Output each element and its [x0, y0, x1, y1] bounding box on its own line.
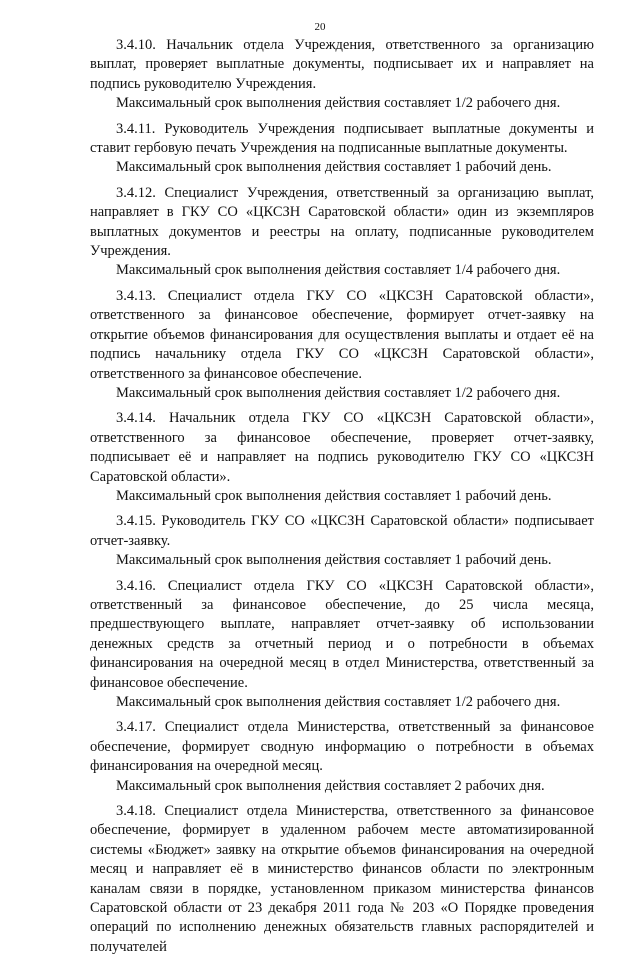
paragraph-3-4-15: 3.4.15. Руководитель ГКУ СО «ЦКСЗН Саратовской области» подписывает отчет-заявку. — [90, 513, 594, 549]
deadline-3-4-12: Максимальный срок выполнения действия составляет 1/4 рабочего дня. — [116, 262, 561, 279]
page-number: 20 — [314, 21, 326, 33]
deadline-3-4-15: Максимальный срок выполнения действия составляет 1 рабочий день. — [116, 552, 552, 569]
paragraph-3-4-12: 3.4.12. Специалист Учреждения, ответственный за организацию выплат, направляет в ГКУ СО «ЦКСЗН Саратовской области» один из экземпляров выплатных документов и реестры на оплату, подписанные руководителем Учреждения. — [90, 184, 594, 260]
paragraph-3-4-10: 3.4.10. Начальник отдела Учреждения, ответственного за организацию выплат, проверяет выплатные документы, подписывает их и направляет на подпись руководителю Учреждения. — [90, 37, 594, 92]
deadline-3-4-13: Максимальный срок выполнения действия составляет 1/2 рабочего дня. — [116, 384, 561, 401]
deadline-3-4-10: Максимальный срок выполнения действия составляет 1/2 рабочего дня. — [116, 95, 561, 112]
paragraph-3-4-18: 3.4.18. Специалист отдела Министерства, ответственного за финансовое обеспечение, формирует в удаленном рабочем месте автоматизированной системы «Бюджет» заявку на открытие объемов финансирования на очередной месяц и направляет её в министерство финансов области по электронным каналам связи в порядке, установленном приказом министерства финансов Саратовской области от 23 декабря 2011 года № 203 «О Порядке проведения операций по исполнению денежных обязательств главных распорядителей и получателей — [90, 803, 594, 955]
paragraph-3-4-14: 3.4.14. Начальник отдела ГКУ СО «ЦКСЗН Саратовской области», ответственного за финансовое обеспечение, проверяет отчет-заявку, подписывает её и направляет на подпись руководителю ГКУ СО «ЦКСЗН Саратовской области». — [90, 410, 594, 485]
document-body — [90, 36, 594, 957]
deadline-3-4-14: Максимальный срок выполнения действия составляет 1 рабочий день. — [116, 487, 552, 504]
paragraph-3-4-11: 3.4.11. Руководитель Учреждения подписывает выплатные документы и ставит гербовую печать Учреждения на подписанные выплатные документы. — [90, 120, 594, 157]
paragraph-3-4-16: 3.4.16. Специалист отдела ГКУ СО «ЦКСЗН Саратовской области», ответственный за финансовое обеспечение, до 25 числа месяца, предшествующего выплате, направляет отчет-заявку об использовании денежных средств за отчетный период и о потребности в объемах финансирования на очередной месяц в отдел Министерства, ответственный за финансовое обеспечение. — [90, 577, 594, 691]
paragraph-3-4-17: 3.4.17. Специалист отдела Министерства, ответственный за финансовое обеспечение, формирует сводную информацию о потребности в объемах финансирования на очередной месяц. — [90, 719, 594, 775]
deadline-3-4-11: Максимальный срок выполнения действия составляет 1 рабочий день. — [116, 159, 552, 176]
deadline-3-4-17: Максимальный срок выполнения действия составляет 2 рабочих дня. — [116, 777, 545, 794]
deadline-3-4-16: Максимальный срок выполнения действия составляет 1/2 рабочего дня. — [116, 694, 561, 710]
paragraph-3-4-13: 3.4.13. Специалист отдела ГКУ СО «ЦКСЗН Саратовской области», ответственного за финансовое обеспечение, формирует отчет-заявку на открытие объемов финансирования для осуществления выплаты и отдает её на подпись начальнику отдела ГКУ СО «ЦКСЗН Саратовской области», ответственного за финансовое обеспечение. — [90, 287, 594, 382]
